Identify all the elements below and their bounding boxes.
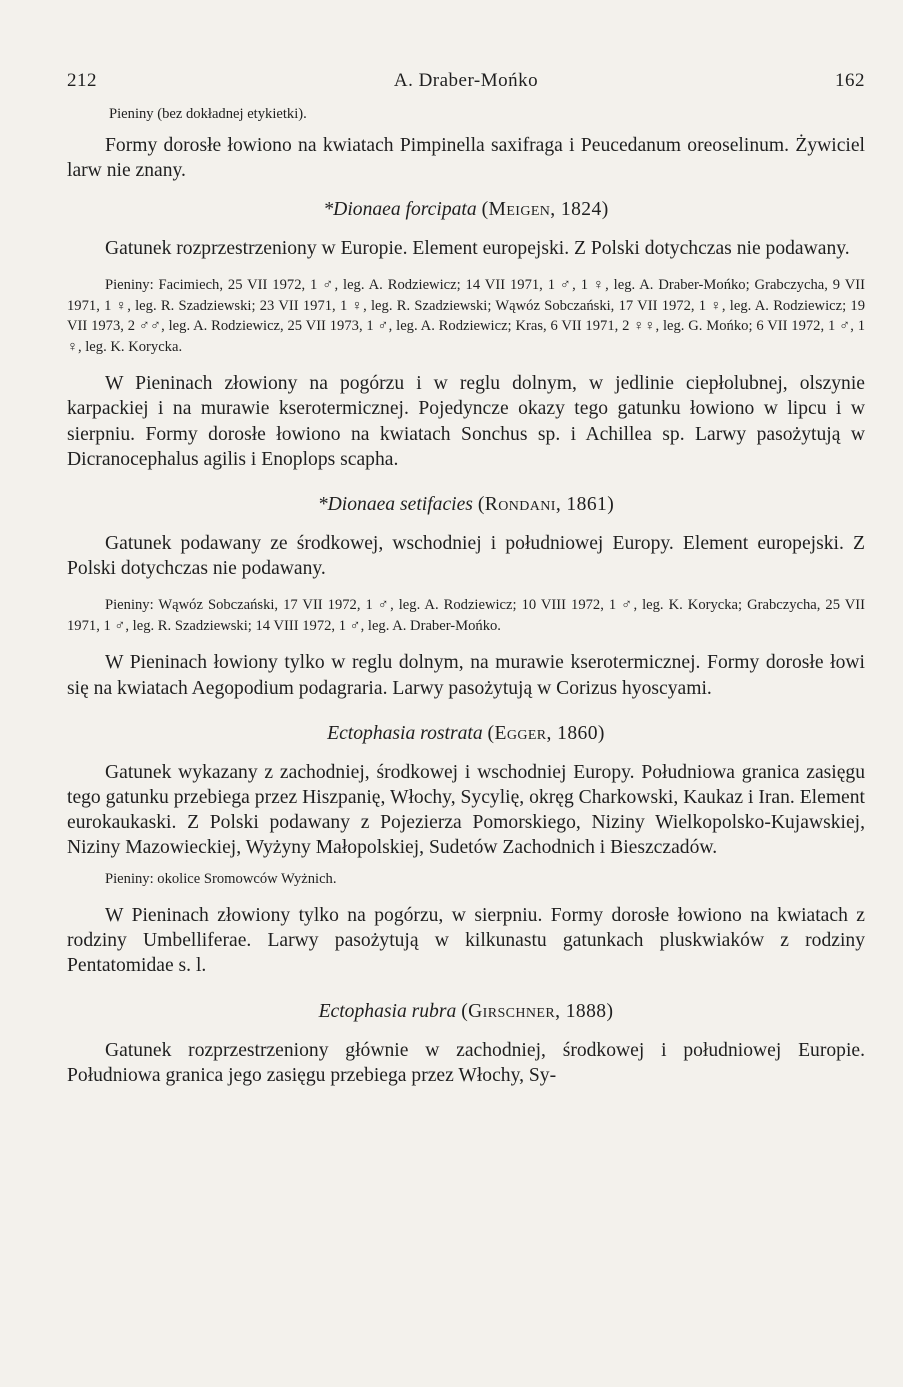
paragraph: W Pieninach złowiony tylko na pogórzu, w sierpniu. Formy dorosłe łowiono na kwiatach z rodziny Umbelliferae. Larwy pasożytują w kilkunastu gatunkach pluskwiaków z rodziny Pentatomidae s. l. (67, 905, 865, 977)
species-heading (67, 999, 865, 1024)
species-name: *Dionaea setifacies (317, 493, 473, 515)
paragraph: Gatunek rozprzestrzeniony głównie w zachodniej, środkowej i południowej Europie. Południowa granica jego zasięgu przebiega przez Włochy, Sy- (67, 1039, 865, 1086)
paragraph: Formy dorosłe łowiono na kwiatach Pimpinella saxifraga i Peucedanum oreoselinum. Żywiciel larw nie znany. (67, 134, 865, 181)
paragraph: W Pieninach łowiony tylko w reglu dolnym, na murawie kserotermicznej. Formy dorosłe łowi się na kwiatach Aegopodium podagraria. Larwy pasożytują w Corizus hyoscyami. (67, 652, 865, 699)
species-name: Ectophasia rostrata (327, 722, 483, 744)
species-author: (Rondani, 1861) (477, 493, 615, 515)
species-author: (Girschner, 1888) (461, 1000, 614, 1022)
species-author: (Egger, 1860) (487, 722, 605, 744)
species-name: Ectophasia rubra (318, 1000, 457, 1022)
species-name: *Dionaea forcipata (323, 198, 477, 220)
paragraph: Gatunek rozprzestrzeniony w Europie. Element europejski. Z Polski dotychczas nie podawany. (105, 237, 850, 259)
paragraph: Gatunek podawany ze środkowej, wschodniej i południowej Europy. Element europejski. Z Polski dotychczas nie podawany. (67, 532, 865, 580)
species-heading (67, 197, 865, 222)
paragraph: W Pieninach złowiony na pogórzu i w reglu dolnym, w jedlinie ciepłolubnej, olszynie karpackiej i na murawie kserotermicznej. Pojedyncze okazy tego gatunku łowiono w lipcu i w sierpniu. Formy dorosłe łowiono na kwiatach Sonchus sp. i Achillea sp. Larwy pasożytują w Dicranocephalus agilis i Enoplops scapha. (67, 373, 865, 470)
running-title: A. Draber-Mońko (393, 70, 539, 91)
page-number: 212 (67, 70, 97, 91)
paragraph: Gatunek wykazany z zachodniej, środkowej i wschodniej Europy. Południowa granica zasięgu tego gatunku przebiega przez Hiszpanię, Włochy, Sycylię, okręg Charkowski, Kaukaz i Iran. Element eurokaukaski. Z Polski podawany z Pojezierza Pomorskiego, Niziny Wielkopolsko-Kujawskiej, Niziny Mazowieckiej, Wyżyny Małopolskiej, Sudetów Zachodnich i Bieszczadów. (67, 761, 865, 859)
species-author: (Meigen, 1824) (481, 198, 609, 220)
records-block: Pieniny: Wąwóz Sobczański, 17 VII 1972, 1 ♂, leg. A. Rodziewicz; 10 VIII 1972, 1 ♂, leg. K. Korycka; Grabczycha, 25 VII 1971, 1 ♂, leg. R. Szadziewski; 14 VIII 1972, 1 ♂, leg. A. Draber-Mońko. (67, 597, 865, 634)
running-head (67, 70, 865, 104)
locality-label: Pieniny (bez dokładnej etykietki). (109, 106, 307, 122)
records-block: Pieniny: okolice Sromowców Wyżnich. (105, 870, 337, 887)
species-heading (67, 492, 865, 517)
species-heading (67, 721, 865, 746)
series-number: 162 (835, 70, 865, 91)
records-block: Pieniny: Facimiech, 25 VII 1972, 1 ♂, leg. A. Rodziewicz; 14 VII 1971, 1 ♂, 1 ♀, leg. A. Draber-Mońko; Grabczycha, 9 VII 1971, 1 ♀, leg. R. Szadziewski; 23 VII 1971, 1 ♀, leg. R. Szadziewski; Wąwóz Sobczański, 17 VII 1972, 1 ♀, leg. A. Rodziewicz; 19 VII 1973, 2 ♂♂, leg. A. Rodziewicz, 25 VII 1973, 1 ♂, leg. A. Rodziewicz; Kras, 6 VII 1971, 2 ♀♀, leg. G. Mońko; 6 VII 1972, 1 ♂, 1 ♀, leg. K. Korycka. (67, 277, 865, 355)
